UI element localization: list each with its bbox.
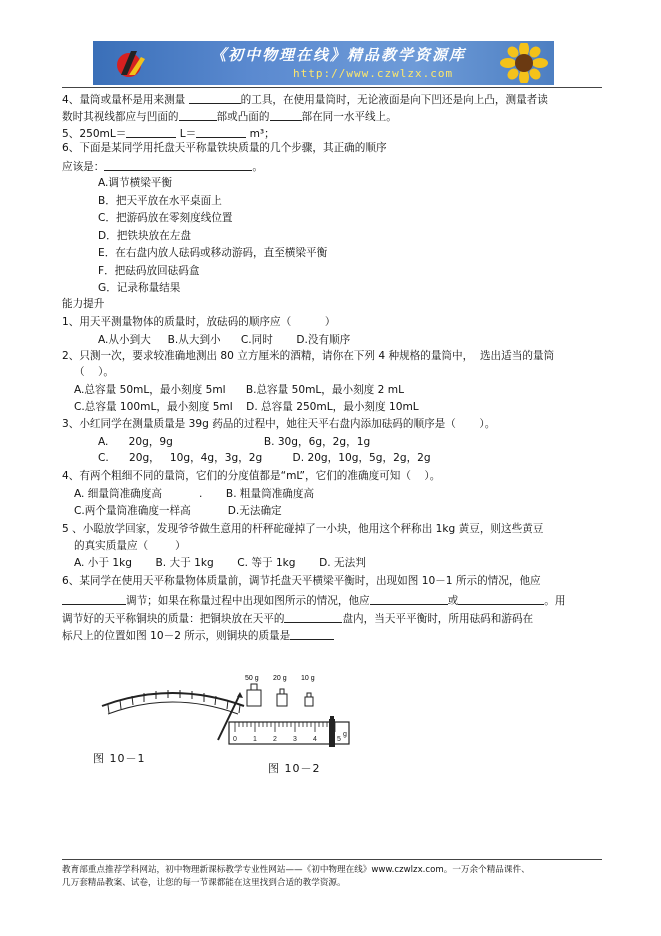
banner-url: http://www.czwlzx.com <box>293 67 454 80</box>
line-text: 的工具，在使用量筒时，无论液面是向下凹还是向上凸，测量者读 <box>240 94 548 106</box>
weight-50g <box>247 684 261 706</box>
scale-tick-1: 1 <box>253 736 257 743</box>
answer-blank <box>290 628 334 640</box>
text-line-7 <box>98 195 222 208</box>
line-text: C.总容量 100mL，最小刻度 5ml D. 总容量 250mL，最小刻度 10mL <box>74 401 419 413</box>
weight-20g <box>277 689 287 706</box>
weight-label-50g: 50 g <box>245 675 259 682</box>
line-text: A.调节横梁平衡 <box>98 177 172 189</box>
line-text: E．在右盘内放人砝码或移动游码，直至横梁平衡 <box>98 247 328 259</box>
text-line-17 <box>74 366 114 379</box>
line-text: 能力提升 <box>62 298 105 310</box>
figure-10-2 <box>225 672 355 752</box>
line-text: 1、用天平测量物体的质量时，放砝码的顺序应（ ） <box>62 316 336 328</box>
answer-blank <box>270 109 302 121</box>
rider <box>329 719 335 747</box>
line-text: 4、量筒或量杯是用来测量 <box>62 94 189 106</box>
text-line-13 <box>62 298 104 311</box>
line-text: A. 20g，9g B. 30g，6g，2g，1g <box>98 436 371 448</box>
line-text: 应该是： <box>62 161 105 173</box>
line-text: C.两个量筒准确度一样高 D.无法确定 <box>74 505 282 517</box>
text-line-23 <box>62 470 440 483</box>
text-line-22 <box>98 452 431 465</box>
line-text: 标尺上的位置如图 10－2 所示，则铜块的质量是 <box>62 630 291 642</box>
line-text: 2、只测一次，要求较准确地测出 80 立方厘米的酒精，请你在下列 4 种规格的量筒中， 选出适当的量筒 <box>62 350 555 362</box>
line-text: 6、某同学在使用天平称量物体质量前，调节托盘天平横梁平衡时，出现如图 10－1 所示的情况，他应 <box>62 575 541 587</box>
text-line-28 <box>74 557 366 570</box>
text-line-4 <box>62 142 387 155</box>
text-line-30 <box>62 593 565 608</box>
line-text: 调节；如果在称量过程中出现如图所示的情况，他应 <box>126 595 370 607</box>
line-text: C．把游码放在零刻度线位置 <box>98 212 233 224</box>
line-text: 。 <box>252 161 263 173</box>
line-text: （ ）。 <box>74 366 114 378</box>
line-text: 部或凸面的 <box>216 111 270 123</box>
scale-tick-2: 2 <box>273 736 277 743</box>
line-text: A. 小于 1kg B. 大于 1kg C. 等于 1kg D. 无法判 <box>74 557 366 569</box>
text-line-27 <box>74 540 186 553</box>
weight-label-20g: 20 g <box>273 675 287 682</box>
figure-10-2-label: 图 10－2 <box>268 762 321 775</box>
answer-blank <box>370 593 448 605</box>
answer-blank <box>126 126 176 138</box>
text-line-32 <box>62 628 334 643</box>
text-line-29 <box>62 575 541 588</box>
line-text: G．记录称量结果 <box>98 282 181 294</box>
scale-tick-4: 4 <box>313 736 317 743</box>
line-text: A. 细量筒准确度高 . B. 粗量筒准确度高 <box>74 488 315 500</box>
text-line-26 <box>62 523 543 536</box>
footer-line-1: 教育部重点推荐学科网站，初中物理新课标教学专业性网站——《初中物理在线》www.czwlzx.com。一万余个精品课件、 <box>62 865 530 875</box>
text-line-24 <box>74 488 314 501</box>
scale-tick-0: 0 <box>233 736 237 743</box>
text-line-5 <box>62 159 263 174</box>
line-text: C. 20g， 10g，4g，3g，2g D. 20g，10g，5g，2g，2g <box>98 452 431 464</box>
line-text: 部在同一水平线上。 <box>301 111 397 123</box>
line-text: 5、250mL＝ <box>62 128 127 140</box>
scale-tick-3: 3 <box>293 736 297 743</box>
line-text: 的真实质量应（ ） <box>74 540 186 552</box>
text-line-25 <box>74 505 282 518</box>
text-line-10 <box>98 247 327 260</box>
answer-blank <box>196 126 246 138</box>
line-text: 或 <box>447 595 459 607</box>
text-line-1 <box>62 92 548 107</box>
line-text: F．把砝码放回砝码盒 <box>98 265 200 277</box>
site-logo-icon <box>115 47 149 79</box>
header-rule <box>62 87 602 88</box>
header-banner <box>93 41 554 85</box>
text-line-11 <box>98 265 199 278</box>
scale-end-block-top <box>330 716 334 720</box>
weight-10g <box>305 693 313 706</box>
answer-blank <box>104 159 252 171</box>
text-line-12 <box>98 282 180 295</box>
text-line-6 <box>98 177 172 190</box>
line-text: 调节好的天平称铜块的质量：把铜块放在天平的 <box>62 613 285 625</box>
line-text: A.从小到大 B.从大到小 C.同时 D.没有顺序 <box>98 334 351 346</box>
line-text: 数时其视线都应与凹面的 <box>62 111 179 123</box>
answer-blank <box>189 92 241 104</box>
line-text: 盘内，当天平平衡时，所用砝码和游码在 <box>342 613 534 625</box>
line-text: 4、有两个粗细不同的量筒，它们的分度值都是“mL”，它们的准确度可知（ ）。 <box>62 470 441 482</box>
figure-10-1-label: 图 10－1 <box>93 752 146 765</box>
line-text: m³； <box>246 128 275 140</box>
scale-tick-5: 5 <box>337 736 341 743</box>
scale-unit: g <box>343 731 347 738</box>
answer-blank <box>179 109 217 121</box>
line-text: D．把铁块放在左盘 <box>98 230 191 242</box>
line-text: L＝ <box>176 128 197 140</box>
footer-rule <box>62 859 602 860</box>
text-line-16 <box>62 350 554 363</box>
line-text: 3、小红同学在测量质量是 39g 药品的过程中，她往天平右盘内添加砝码的顺序是（ ）。 <box>62 418 496 430</box>
line-text: B．把天平放在水平桌面上 <box>98 195 222 207</box>
line-text: 5 、小聪放学回家，发现爷爷做生意用的杆秤砣碰掉了一小块，他用这个秤称出 1kg 黄豆，则这些黄豆 <box>62 523 544 535</box>
text-line-18 <box>74 384 404 397</box>
text-line-3 <box>62 126 275 141</box>
text-line-31 <box>62 611 533 626</box>
text-line-14 <box>62 316 335 329</box>
sunflower-icon <box>500 43 548 83</box>
text-line-9 <box>98 230 191 243</box>
answer-blank <box>284 611 342 623</box>
text-line-15 <box>98 334 350 347</box>
text-line-21 <box>98 436 370 449</box>
text-line-20 <box>62 418 495 431</box>
weight-label-10g: 10 g <box>301 675 315 682</box>
line-text: 。用 <box>544 595 566 607</box>
text-line-19 <box>74 401 419 414</box>
footer-line-2: 几万套精品教案、试卷，让您的每一节课都能在这里找到合适的教学资源。 <box>62 878 346 888</box>
line-text: A.总容量 50mL，最小刻度 5ml B.总容量 50mL，最小刻度 2 mL <box>74 384 404 396</box>
text-line-8 <box>98 212 233 225</box>
answer-blank <box>458 593 544 605</box>
text-line-2 <box>62 109 397 124</box>
banner-title: 《初中物理在线》精品教学资源库 <box>211 46 467 64</box>
line-text: 6、下面是某同学用托盘天平称量铁块质量的几个步骤，其正确的顺序 <box>62 142 387 154</box>
answer-blank <box>62 593 126 605</box>
